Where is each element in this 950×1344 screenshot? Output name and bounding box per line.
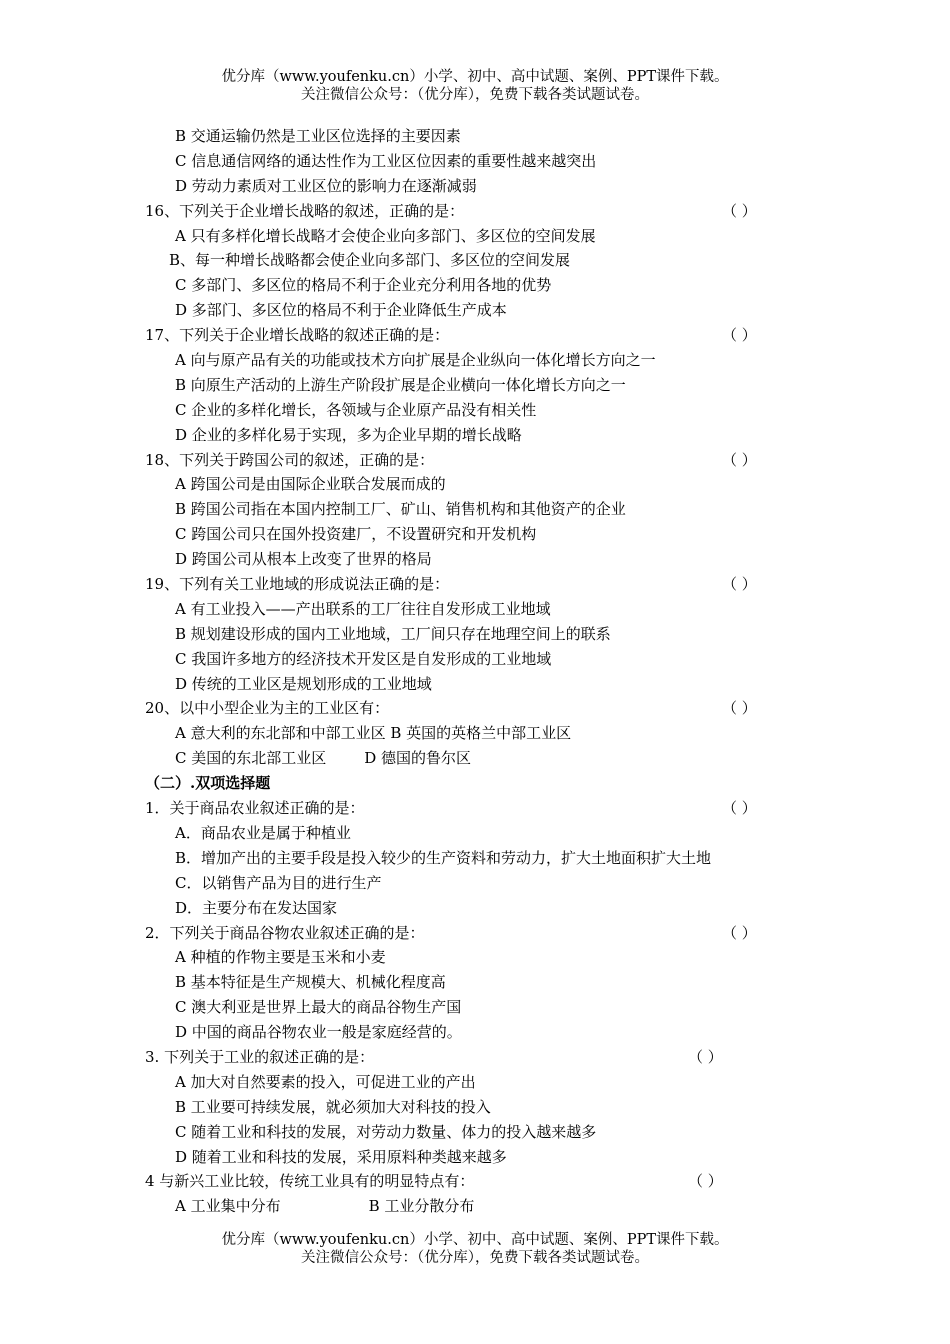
d4-options-ab [0,1194,950,1219]
q17-option-a: A 向与原产品有关的功能或技术方向扩展是企业纵向一体化增长方向之一 [175,351,656,370]
footer-line-2: 关注微信公众号：（优分库），免费下载各类试题试卷。 [301,1250,649,1266]
q17-stem [0,323,950,348]
header-line-1: 优分库（www.youfenku.cn）小学、初中、高中试题、案例、PPT课件下载。 [221,69,729,85]
answer-bracket: （ ） [688,1172,723,1191]
d1-stem-text: 1．关于商品农业叙述正确的是： [145,799,365,818]
q16-option-d: D 多部门、多区位的格局不利于企业降低生产成本 [175,301,507,320]
section-title-double-choice: （二）.双项选择题 [145,774,271,793]
header-line-2: 关注微信公众号：（优分库），免费下载各类试题试卷。 [301,87,649,103]
answer-bracket: （ ） [688,1047,723,1066]
q18-stem [0,448,950,473]
d1-option-c: C．以销售产品为目的进行生产 [175,873,382,892]
answer-bracket: （ ） [722,201,757,220]
answer-bracket: （ ） [722,799,757,818]
q17-option-d: D 企业的多样化易于实现，多为企业早期的增长战略 [175,425,522,444]
d3-option-d: D 随着工业和科技的发展，采用原料种类越来越多 [175,1147,507,1166]
answer-bracket: （ ） [722,923,757,942]
q19-stem [0,572,950,597]
q16-stem-text: 16、下列关于企业增长战略的叙述，正确的是： [145,201,465,220]
d3-option-c: C 随着工业和科技的发展，对劳动力数量、体力的投入越来越多 [175,1122,597,1141]
d3-stem-text: 3. 下列关于工业的叙述正确的是： [145,1047,375,1066]
d1-option-b: B．增加产出的主要手段是投入较少的生产资料和劳动力，扩大土地面积扩大土地 [175,848,712,867]
d4-option-b: B 工业分散分布 [368,1197,475,1216]
q15-option-d: D 劳动力素质对工业区位的影响力在逐渐减弱 [175,176,477,195]
d2-option-c: C 澳大利亚是世界上最大的商品谷物生产国 [175,998,462,1017]
answer-bracket: （ ） [722,575,757,594]
d3-option-a: A 加大对自然要素的投入，可促进工业的产出 [175,1072,476,1091]
q19-option-b: B 规划建设形成的国内工业地域，工厂间只存在地理空间上的联系 [175,624,611,643]
d1-option-a: A．商品农业是属于种植业 [175,823,351,842]
answer-bracket: （ ） [722,699,757,718]
d1-option-d: D．主要分布在发达国家 [175,898,338,917]
d1-stem [0,796,950,821]
d3-option-b: B 工业要可持续发展，就必须加大对科技的投入 [175,1097,491,1116]
q20-stem [0,696,950,721]
answer-bracket: （ ） [722,450,757,469]
d2-option-b: B 基本特征是生产规模大、机械化程度高 [175,973,446,992]
d2-option-d: D 中国的商品谷物农业一般是家庭经营的。 [175,1023,462,1042]
q20-option-d: D 德国的鲁尔区 [364,749,472,768]
q17-stem-text: 17、下列关于企业增长战略的叙述正确的是： [145,326,450,345]
q16-option-b: B、每一种增长战略都会使企业向多部门、多区位的空间发展 [169,251,571,270]
answer-bracket: （ ） [722,326,757,345]
q19-option-c: C 我国许多地方的经济技术开发区是自发形成的工业地域 [175,649,552,668]
footer-line-1: 优分库（www.youfenku.cn）小学、初中、高中试题、案例、PPT课件下载。 [221,1232,729,1248]
d2-stem [0,921,950,946]
d2-stem-text: 2．下列关于商品谷物农业叙述正确的是： [145,923,425,942]
d2-option-a: A 种植的作物主要是玉米和小麦 [175,948,386,967]
q16-option-a: A 只有多样化增长战略才会使企业向多部门、多区位的空间发展 [175,226,596,245]
q15-option-b: B 交通运输仍然是工业区位选择的主要因素 [175,127,461,145]
q20-option-b: B 英国的英格兰中部工业区 [390,724,572,743]
q17-option-c: C 企业的多样化增长，各领域与企业原产品没有相关性 [175,400,537,419]
q20-option-c: C 美国的东北部工业区 [175,749,327,768]
page-header [0,68,950,104]
q18-option-a: A 跨国公司是由国际企业联合发展而成的 [175,475,446,494]
q19-option-a: A 有工业投入——产出联系的工厂往往自发形成工业地域 [175,599,551,618]
q20-options-cd [0,746,950,771]
q20-stem-text: 20、以中小型企业为主的工业区有： [145,699,390,718]
q20-option-a: A 意大利的东北部和中部工业区 [175,724,386,743]
page-footer [0,1231,950,1267]
d3-stem [0,1045,950,1070]
d4-stem [0,1169,950,1194]
q18-stem-text: 18、下列关于跨国公司的叙述，正确的是： [145,450,435,469]
q18-option-d: D 跨国公司从根本上改变了世界的格局 [175,550,432,569]
q16-option-c: C 多部门、多区位的格局不利于企业充分利用各地的优势 [175,276,552,295]
q18-option-c: C 跨国公司只在国外投资建厂，不设置研究和开发机构 [175,525,537,544]
q19-stem-text: 19、下列有关工业地域的形成说法正确的是： [145,575,450,594]
d4-option-a: A 工业集中分布 [175,1197,281,1216]
q17-option-b: B 向原生产活动的上游生产阶段扩展是企业横向一体化增长方向之一 [175,375,626,394]
q16-stem [0,199,950,224]
q18-option-b: B 跨国公司指在本国内控制工厂、矿山、销售机构和其他资产的企业 [175,500,626,519]
q19-option-d: D 传统的工业区是规划形成的工业地域 [175,674,432,693]
q20-options-ab [0,721,950,746]
q15-option-c: C 信息通信网络的通达性作为工业区位因素的重要性越来越突出 [175,151,597,170]
exam-content [0,124,950,1219]
d4-stem-text: 4 与新兴工业比较，传统工业具有的明显特点有： [145,1172,475,1191]
